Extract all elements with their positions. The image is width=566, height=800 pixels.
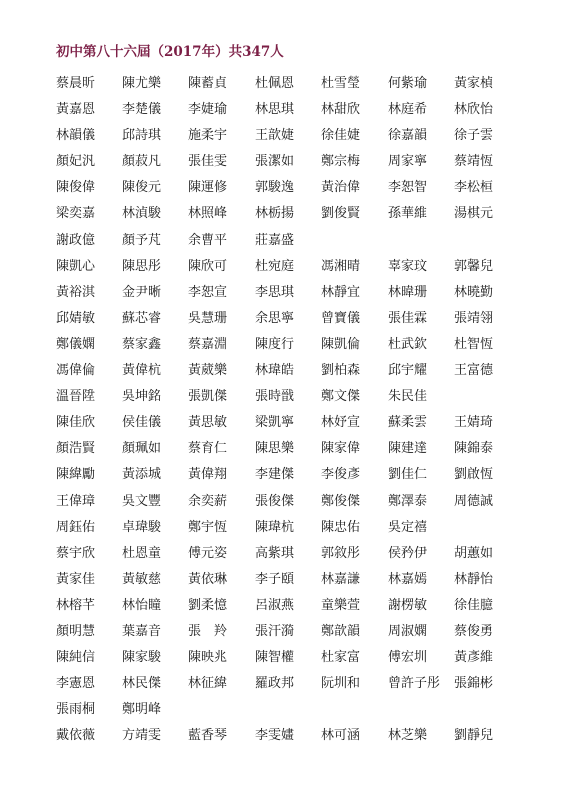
name-cell: 李子頤	[255, 571, 295, 587]
name-cell: 周淑嫻	[388, 623, 428, 639]
name-cell: 鄭儀嫻	[56, 336, 96, 352]
name-cell: 侯佳儀	[122, 415, 162, 431]
name-cell: 張時戩	[255, 389, 295, 405]
name-row	[56, 494, 556, 520]
name-cell: 林思琪	[255, 102, 295, 118]
name-cell: 陳度行	[255, 336, 295, 352]
name-cell: 李思琪	[255, 284, 295, 300]
name-row	[56, 102, 556, 128]
name-cell: 劉啟恆	[454, 467, 494, 483]
name-cell: 林湞駿	[122, 206, 162, 222]
name-cell: 吳定禧	[388, 519, 428, 535]
name-cell: 李憲恩	[56, 676, 96, 692]
name-cell: 林甜欣	[321, 102, 361, 118]
name-cell: 謝政億	[56, 232, 96, 248]
name-cell: 余曹平	[188, 232, 228, 248]
name-cell: 林榕芊	[56, 597, 96, 613]
name-cell: 羅政邦	[255, 676, 295, 692]
name-cell: 曾寶儀	[321, 310, 361, 326]
name-cell: 蔡育仁	[188, 441, 228, 457]
name-cell: 林可涵	[321, 728, 361, 744]
name-row	[56, 598, 556, 624]
name-cell: 李恕宣	[188, 284, 228, 300]
name-cell: 黃偉翔	[188, 467, 228, 483]
name-cell: 吳慧珊	[188, 310, 228, 326]
name-cell: 曾許子彤	[388, 676, 441, 692]
name-cell: 陳錦泰	[454, 441, 494, 457]
name-cell: 鄭宗梅	[321, 154, 361, 170]
name-cell: 劉柏森	[321, 363, 361, 379]
name-row	[56, 415, 556, 441]
name-cell: 徐佳臆	[454, 597, 494, 613]
name-row	[56, 467, 556, 493]
name-cell: 林妤宣	[321, 415, 361, 431]
name-cell: 陳思彤	[122, 258, 162, 274]
name-row	[56, 180, 556, 206]
name-cell: 蘇柔雲	[388, 415, 428, 431]
name-cell: 林靜怡	[454, 571, 494, 587]
name-cell: 吳文豐	[122, 493, 162, 509]
name-cell: 鄭明峰	[122, 702, 162, 718]
name-cell: 劉柔憶	[188, 597, 228, 613]
name-row	[56, 311, 556, 337]
name-cell: 馮偉倫	[56, 363, 96, 379]
name-row	[56, 285, 556, 311]
name-row	[56, 572, 556, 598]
name-cell: 黃裕淇	[56, 284, 96, 300]
name-cell: 李松桓	[454, 180, 494, 196]
name-cell: 侯矜伊	[388, 545, 428, 561]
name-cell: 蔡宇欣	[56, 545, 96, 561]
name-cell: 黃彥維	[454, 650, 494, 666]
name-cell: 黃葳樂	[188, 363, 228, 379]
name-cell: 余思寧	[255, 310, 295, 326]
name-cell: 陳建達	[388, 441, 428, 457]
name-cell: 郭馨兒	[454, 258, 494, 274]
name-cell: 陳凱心	[56, 258, 96, 274]
name-cell: 李雯嫿	[255, 728, 295, 744]
name-cell: 李建傑	[255, 467, 295, 483]
name-cell: 黃治偉	[321, 180, 361, 196]
name-cell: 林征緯	[188, 676, 228, 692]
name-cell: 顏妃汎	[56, 154, 96, 170]
name-cell: 林芝樂	[388, 728, 428, 744]
name-cell: 林暐珊	[388, 284, 428, 300]
name-cell: 徐佳婕	[321, 128, 361, 144]
name-cell: 陳緯勵	[56, 467, 96, 483]
name-cell: 呂淑燕	[255, 597, 295, 613]
name-cell: 林栃揚	[255, 206, 295, 222]
name-cell: 邱宇耀	[388, 363, 428, 379]
name-cell: 林韻儀	[56, 128, 96, 144]
name-cell: 蔡靖恆	[454, 154, 494, 170]
name-list	[56, 76, 556, 754]
name-cell: 蔡晨昕	[56, 76, 96, 91]
name-cell: 杜恩童	[122, 545, 162, 561]
name-cell: 傅元姿	[188, 545, 228, 561]
name-cell: 方靖雯	[122, 728, 162, 744]
name-cell: 林靜宜	[321, 284, 361, 300]
name-row	[56, 233, 556, 259]
name-cell: 林照峰	[188, 206, 228, 222]
name-cell: 李楚儀	[122, 102, 162, 118]
name-cell: 郭駿逸	[255, 180, 295, 196]
name-cell: 謝楞敏	[388, 597, 428, 613]
name-cell: 陳俊元	[122, 180, 162, 196]
name-cell: 馮湘晴	[321, 258, 361, 274]
name-cell: 陳忠佑	[321, 519, 361, 535]
name-row	[56, 728, 556, 754]
name-cell: 蔡家鑫	[122, 336, 162, 352]
name-cell: 林瑋皓	[255, 363, 295, 379]
name-cell: 徐子雲	[454, 128, 494, 144]
name-cell: 劉佳仁	[388, 467, 428, 483]
name-row	[56, 441, 556, 467]
name-cell: 鄭宇恆	[188, 519, 228, 535]
name-row	[56, 259, 556, 285]
name-cell: 鄭文傑	[321, 389, 361, 405]
name-cell: 王歆婕	[255, 128, 295, 144]
name-cell: 林嘉謙	[321, 571, 361, 587]
name-cell: 張潔如	[255, 154, 295, 170]
name-cell: 朱民佳	[388, 389, 428, 405]
name-cell: 劉靜兒	[454, 728, 494, 744]
name-cell: 李俊彥	[321, 467, 361, 483]
name-cell: 王富德	[454, 363, 494, 379]
name-cell: 陳俊偉	[56, 180, 96, 196]
name-cell: 林民傑	[122, 676, 162, 692]
name-row	[56, 520, 556, 546]
name-row	[56, 650, 556, 676]
name-cell: 陳家偉	[321, 441, 361, 457]
name-cell: 林庭希	[388, 102, 428, 118]
name-cell: 蔡嘉淵	[188, 336, 228, 352]
name-cell: 陳佳欣	[56, 415, 96, 431]
name-cell: 黃偉杭	[122, 363, 162, 379]
name-cell: 黃家佳	[56, 571, 96, 587]
name-cell: 張錦彬	[454, 676, 494, 692]
name-cell: 陳瑋杭	[255, 519, 295, 535]
name-cell: 葉嘉音	[122, 623, 162, 639]
name-cell: 陳運修	[188, 180, 228, 196]
name-cell: 邱詩琪	[122, 128, 162, 144]
name-cell: 鄭歆韻	[321, 623, 361, 639]
name-cell: 杜宛庭	[255, 258, 295, 274]
name-cell: 黃依琳	[188, 571, 228, 587]
name-row	[56, 389, 556, 415]
name-cell: 辜家玟	[388, 258, 428, 274]
name-cell: 童樂萱	[321, 597, 361, 613]
name-cell: 黃敏慈	[122, 571, 162, 587]
name-cell: 湯棋元	[454, 206, 494, 222]
name-row	[56, 676, 556, 702]
name-cell: 施柔宇	[188, 128, 228, 144]
name-cell: 高紫琪	[255, 545, 295, 561]
name-cell: 卓瑋駿	[122, 519, 162, 535]
name-row	[56, 76, 556, 102]
name-cell: 鄭俊傑	[321, 493, 361, 509]
name-cell: 陳蓄貞	[188, 76, 228, 91]
name-row	[56, 337, 556, 363]
name-cell: 金尹晰	[122, 284, 162, 300]
name-cell: 陳尤樂	[122, 76, 162, 91]
name-cell: 林嘉嫣	[388, 571, 428, 587]
name-cell: 顏珮如	[122, 441, 162, 457]
name-cell: 顏予芃	[122, 232, 162, 248]
name-cell: 張佳霖	[388, 310, 428, 326]
name-cell: 杜佩恩	[255, 76, 295, 91]
name-cell: 周鈺佑	[56, 519, 96, 535]
name-cell: 傅宏圳	[388, 650, 428, 666]
name-cell: 徐嘉韻	[388, 128, 428, 144]
name-cell: 梁奕嘉	[56, 206, 96, 222]
name-cell: 顏浩賢	[56, 441, 96, 457]
name-row	[56, 154, 556, 180]
name-cell: 張汗漪	[255, 623, 295, 639]
name-cell: 鄭澤泰	[388, 493, 428, 509]
name-cell: 林欣怡	[454, 102, 494, 118]
name-cell: 藍香琴	[188, 728, 228, 744]
name-cell: 蔡俊勇	[454, 623, 494, 639]
name-cell: 陳智權	[255, 650, 295, 666]
name-cell: 林怡瞳	[122, 597, 162, 613]
name-row	[56, 702, 556, 728]
name-cell: 邱婧敏	[56, 310, 96, 326]
name-cell: 余奕薪	[188, 493, 228, 509]
name-cell: 郭敘彤	[321, 545, 361, 561]
name-cell: 王偉璋	[56, 493, 96, 509]
name-cell: 陳純信	[56, 650, 96, 666]
name-cell: 戴依薇	[56, 728, 96, 744]
name-row	[56, 624, 556, 650]
name-cell: 張靖翎	[454, 310, 494, 326]
name-cell: 蘇芯睿	[122, 310, 162, 326]
name-cell: 溫晉陞	[56, 389, 96, 405]
name-row	[56, 206, 556, 232]
name-cell: 梁凱寧	[255, 415, 295, 431]
name-cell: 張佳雯	[188, 154, 228, 170]
name-cell: 何紫瑜	[388, 76, 428, 91]
name-cell: 杜武欽	[388, 336, 428, 352]
page-title: 初中第八十六屆（2017年）共347人	[56, 44, 284, 60]
name-cell: 李恕智	[388, 180, 428, 196]
name-cell: 杜雪瑩	[321, 76, 361, 91]
name-cell: 孫華維	[388, 206, 428, 222]
name-cell: 胡蕙如	[454, 545, 494, 561]
name-cell: 陳欣可	[188, 258, 228, 274]
name-cell: 黃嘉恩	[56, 102, 96, 118]
name-cell: 張 羚	[188, 623, 228, 639]
name-cell: 李婕瑜	[188, 102, 228, 118]
name-cell: 顏明慧	[56, 623, 96, 639]
name-cell: 杜智恆	[454, 336, 494, 352]
name-cell: 陳映兆	[188, 650, 228, 666]
name-cell: 黃家楨	[454, 76, 494, 91]
name-cell: 吳坤銘	[122, 389, 162, 405]
name-cell: 杜家富	[321, 650, 361, 666]
name-cell: 劉俊賢	[321, 206, 361, 222]
name-row	[56, 546, 556, 572]
name-cell: 周德誠	[454, 493, 494, 509]
name-cell: 張凱傑	[188, 389, 228, 405]
name-cell: 顏菽凡	[122, 154, 162, 170]
name-cell: 黃思敏	[188, 415, 228, 431]
name-cell: 林曉勤	[454, 284, 494, 300]
name-cell: 周家寧	[388, 154, 428, 170]
name-cell: 陳思樂	[255, 441, 295, 457]
name-cell: 莊嘉盛	[255, 232, 295, 248]
name-row	[56, 128, 556, 154]
name-cell: 王婧琦	[454, 415, 494, 431]
name-cell: 陳凱倫	[321, 336, 361, 352]
name-cell: 張雨桐	[56, 702, 96, 718]
name-cell: 黃添城	[122, 467, 162, 483]
name-cell: 阮圳和	[321, 676, 361, 692]
name-cell: 陳家駿	[122, 650, 162, 666]
name-row	[56, 363, 556, 389]
name-cell: 張俊傑	[255, 493, 295, 509]
